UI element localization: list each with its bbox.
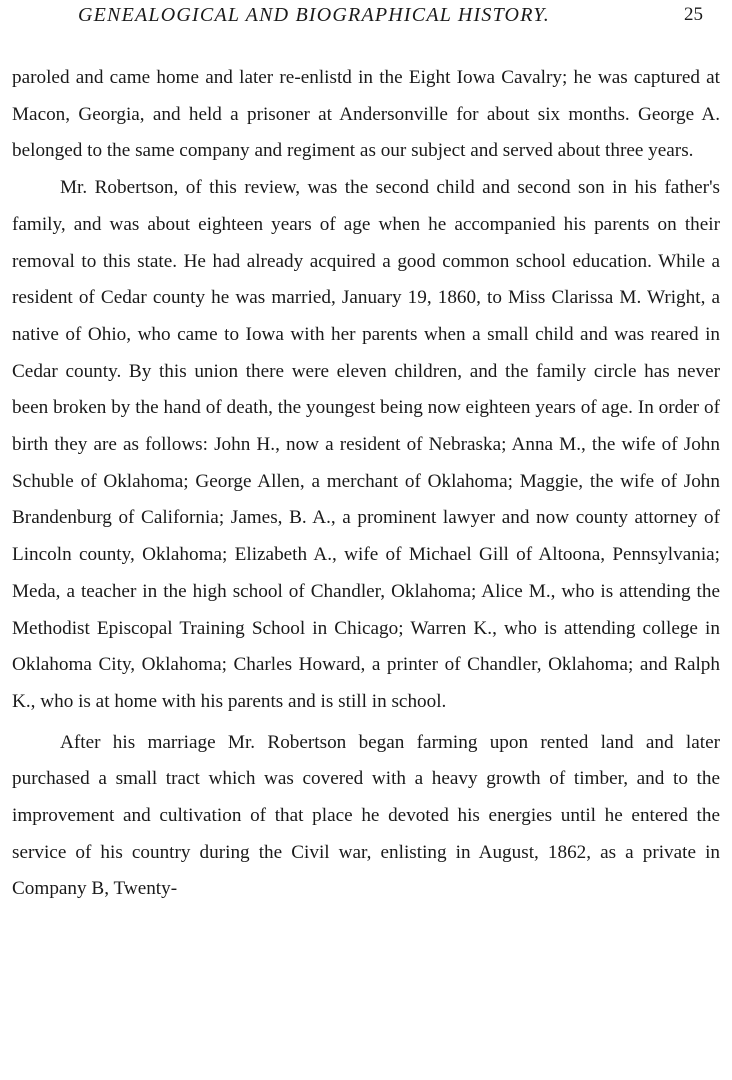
paragraph: paroled and came home and later re-enlistd in the Eight Iowa Cavalry; he was captured at Macon, Georgia, and held a prisoner at Andersonville for about six months. George A. belonged to the same company and regiment as our subject and served about three years.	[12, 67, 720, 162]
paragraph: Mr. Robertson, of this review, was the second child and second son in his father's family, and was about eighteen years of age when he accompanied his parents on their removal to this state. He had already acquired a good common school education. While a resident of Cedar county he was married, January 19, 1860, to Miss Clarissa M. Wright, a native of Ohio, who came to Iowa with her parents when a small child and was reared in Cedar county. By this union there were eleven children, and the family circle has never been broken by the hand of death, the youngest being now eighteen years of age. In order of birth they are as follows: John H., now a resident of Nebraska; Anna M., the wife of John Schuble of Oklahoma; George Allen, a merchant of Oklahoma; Maggie, the wife of John Brandenburg of California; James, B. A., a prominent lawyer and now county attorney of Lincoln county, Oklahoma; Elizabeth A., wife of Michael Gill of Altoona, Pennsylvania; Meda, a teacher in the high school of Chandler, Oklahoma; Alice M., who is attending the Methodist Episcopal Training School in Chicago; Warren K., who is attending college in Oklahoma City, Oklahoma; Charles Howard, a printer of Chandler, Oklahoma; and Ralph K., who is at home with his parents and is still in school.	[12, 177, 720, 712]
body-text	[12, 60, 720, 908]
page-number: 25	[684, 4, 703, 25]
page-header	[0, 4, 732, 32]
running-title: GENEALOGICAL AND BIOGRAPHICAL HISTORY.	[78, 4, 550, 26]
paragraph: After his marriage Mr. Robertson began farming upon rented land and later purchased a small tract which was covered with a heavy growth of timber, and to the improvement and cultivation of that place he devoted his energies until he entered the service of his country during the Civil war, enlisting in August, 1862, as a private in Company B, Twenty-	[12, 731, 720, 900]
